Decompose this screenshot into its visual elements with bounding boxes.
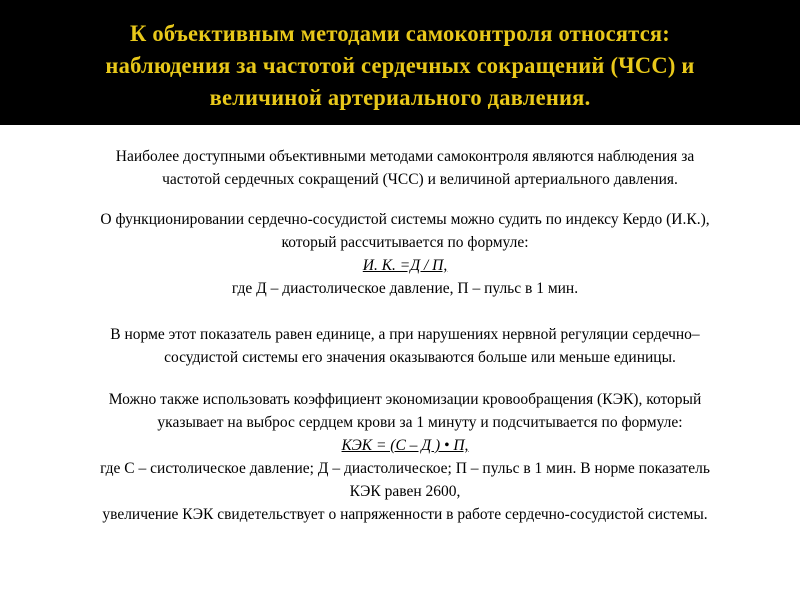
intro-line-2: частотой сердечных сокращений (ЧСС) и величиной артериального давления. xyxy=(162,171,678,188)
intro-paragraph xyxy=(20,145,790,191)
kek-legend-line-3: увеличение КЭК свидетельствует о напряженности в работе сердечно-сосудистой системы. xyxy=(102,506,708,523)
title-bar xyxy=(0,0,800,125)
kek-legend-line-2: КЭК равен 2600, xyxy=(349,483,461,500)
kerdo-line-1: О функционировании сердечно-сосудистой системы можно судить по индексу Кердо (И.К.), xyxy=(100,211,710,228)
title-line-3: величиной артериального давления. xyxy=(209,85,591,110)
kek-paragraph xyxy=(20,388,790,526)
kerdo-legend: где Д – диастолическое давление, П – пульс в 1 мин. xyxy=(231,280,579,297)
intro-line-1: Наиболее доступными объективными методами самоконтроля являются наблюдения за xyxy=(115,148,695,165)
norm-line-1: В норме этот показатель равен единице, а при нарушениях нервной регуляции сердечно– xyxy=(110,326,700,343)
title-line-1: К объективным методами самоконтроля относятся: xyxy=(129,21,671,46)
kerdo-formula: И. К. =Д / П, xyxy=(362,257,448,274)
kek-formula: КЭК = (С – Д ) • П, xyxy=(341,437,469,454)
kerdo-paragraph xyxy=(20,208,790,300)
kek-line-2: указывает на выброс сердцем крови за 1 минуту и подсчитывается по формуле: xyxy=(157,414,683,431)
norm-line-2: сосудистой системы его значения оказываются больше или меньше единицы. xyxy=(164,349,676,366)
kerdo-line-2: который рассчитывается по формуле: xyxy=(281,234,529,251)
kek-legend-line-1: где С – систолическое давление; Д – диастолическое; П – пульс в 1 мин. В норме показатель xyxy=(100,460,710,477)
title-line-2: наблюдения за частотой сердечных сокращений (ЧСС) и xyxy=(105,53,695,78)
slide-title xyxy=(28,18,773,114)
norm-paragraph xyxy=(20,323,790,369)
kek-line-1: Можно также использовать коэффициент экономизации кровообращения (КЭК), который xyxy=(108,391,702,408)
